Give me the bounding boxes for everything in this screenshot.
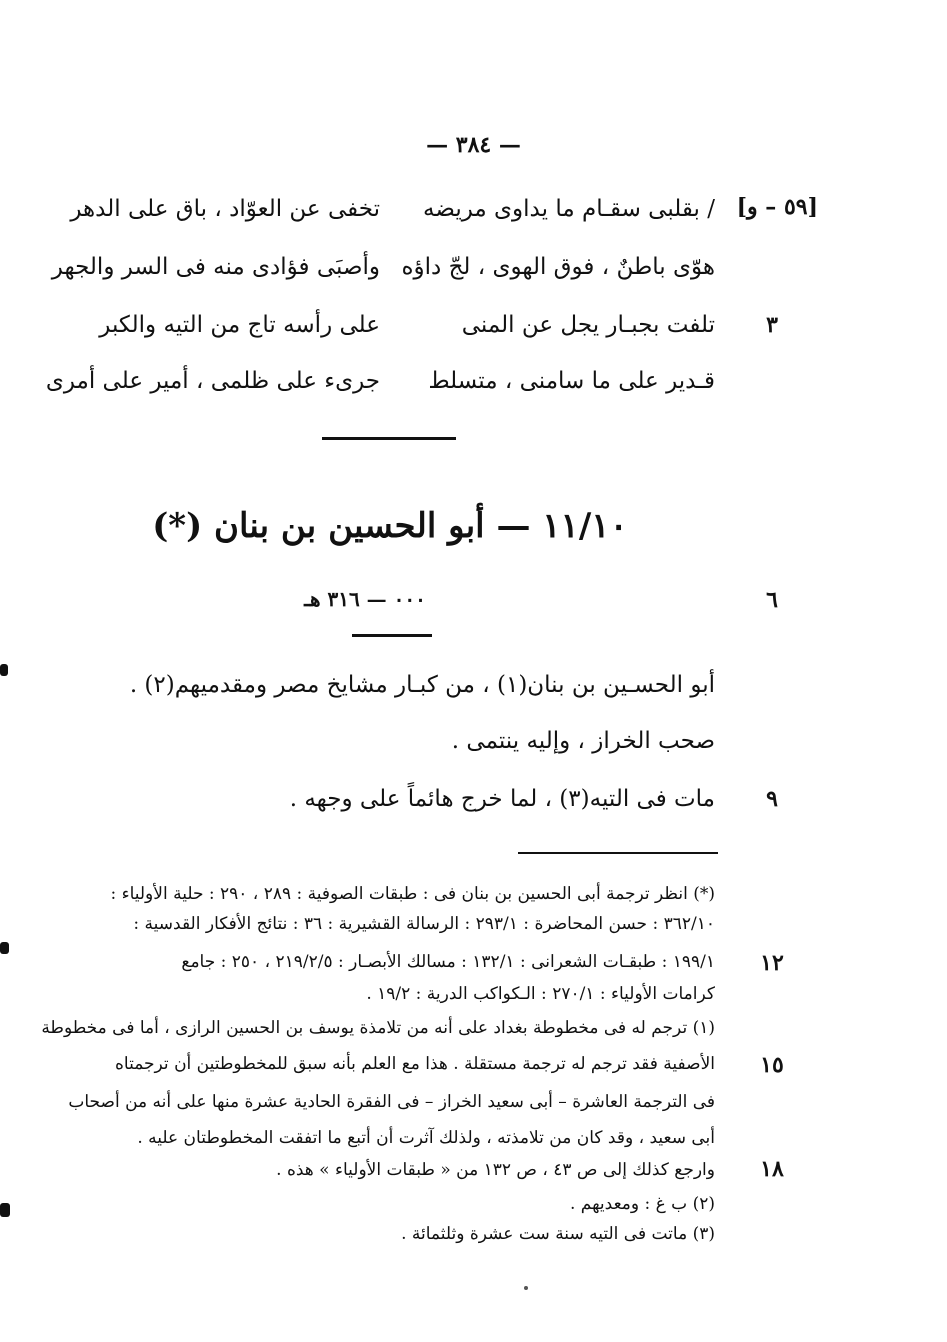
poem-hemistich-left: جرىء على ظلمى ، أمير على أمرى bbox=[45, 368, 380, 394]
manuscript-folio-reference: [٥٩ – و] bbox=[736, 194, 818, 220]
line-number: ١٢ bbox=[760, 950, 784, 976]
scan-mark bbox=[0, 942, 9, 954]
footnote-line: (١) ترجم له فى مخطوطة بغداد على أنه من تلامذة يوسف بن الحسين الرازى ، أما فى مخطوطة bbox=[41, 1018, 715, 1038]
page-number: — ٣٨٤ — bbox=[426, 132, 521, 158]
footnote-line: (٣) ماتت فى التيه سنة ست عشرة وثلثمائة . bbox=[401, 1224, 715, 1244]
poem-hemistich-left: على رأسه تاج من التيه والكبر bbox=[99, 312, 380, 338]
footnote-line: ١٩٩/١ : طبقـات الشعرانى : ١٣٢/١ : مسالك الأبصـار : ٢١٩/٢/٥ ، ٢٥٠ : جامع bbox=[181, 952, 715, 972]
poem-hemistich-right: هوّى باطنٌ ، فوق الهوى ، لجّ داؤه bbox=[401, 254, 715, 280]
poem-hemistich-left: وأصبَى فؤادى منه فى السر والجهر bbox=[51, 254, 380, 280]
footnote-line: كرامات الأولياء : ٢٧٠/١ : الـكواكب الدرية : ١٩/٢ . bbox=[366, 984, 715, 1004]
poem-hemistich-left: تخفى عن العوّاد ، باق على الدهر bbox=[70, 196, 380, 222]
poem-hemistich-right: قـدير على ما سامنى ، متسلط bbox=[428, 368, 715, 394]
entry-paragraph: أبو الحسـين بن بنان(١) ، من كبـار مشايخ مصر ومقدميهم(٢) . bbox=[129, 672, 715, 698]
entry-paragraph: مات فى التيه(٣) ، لما خرج هائماً على وجهه . bbox=[289, 786, 715, 812]
line-number: ٩ bbox=[766, 786, 778, 812]
footnote-line: (٢) ب غ : ومعديهم . bbox=[569, 1194, 715, 1214]
footnote-line: ٣٦٢/١٠ : حسن المحاضرة : ٢٩٣/١ : الرسالة القشيرية : ٣٦ : نتائج الأفكار القدسية : bbox=[133, 914, 715, 934]
section-divider bbox=[322, 437, 456, 440]
line-number: ١٨ bbox=[760, 1156, 784, 1182]
footnote-line: وارجع كذلك إلى ص ٤٣ ، ص ١٣٢ من « طبقات الأولياء » هذه . bbox=[276, 1160, 715, 1180]
line-number: ٦ bbox=[766, 587, 778, 613]
line-number: ١٥ bbox=[760, 1052, 784, 1078]
entry-title: ١١/١٠ — أبو الحسين بن بنان (*) bbox=[152, 506, 628, 546]
title-underline bbox=[352, 634, 432, 637]
footnote-line: فى الترجمة العاشرة – أبى سعيد الخراز – فى الفقرة الحادية عشرة منها على أنه من أصحاب bbox=[68, 1092, 715, 1112]
entry-dates: ٠٠٠ — ٣١٦ هـ bbox=[304, 587, 426, 611]
poem-hemistich-right: تلفت بجبـار يجل عن المنى bbox=[461, 312, 715, 338]
footnote-line: أبى سعيد ، وقد كان من تلامذته ، ولذلك آثرت أن أتبع ما اتفقت المخطوطتان عليه . bbox=[137, 1128, 715, 1148]
footnote-line: الأصفية فقد ترجم له ترجمة مستقلة . هذا مع العلم بأنه سبق للمخطوطتين أن ترجمتاه bbox=[115, 1054, 715, 1074]
line-number: ٣ bbox=[766, 312, 778, 338]
scan-speck bbox=[524, 1286, 528, 1290]
scan-mark bbox=[0, 1203, 10, 1217]
entry-paragraph: صحب الخراز ، وإليه ينتمى . bbox=[451, 728, 715, 754]
poem-hemistich-right: / بقلبى سقـام ما يداوى مريضه bbox=[423, 196, 715, 222]
scan-mark bbox=[0, 664, 8, 676]
footnote-separator bbox=[518, 852, 718, 854]
footnote-line: (*) انظر ترجمة أبى الحسين بن بنان فى : طبقات الصوفية : ٢٨٩ ، ٢٩٠ : حلية الأولياء : bbox=[110, 884, 715, 904]
